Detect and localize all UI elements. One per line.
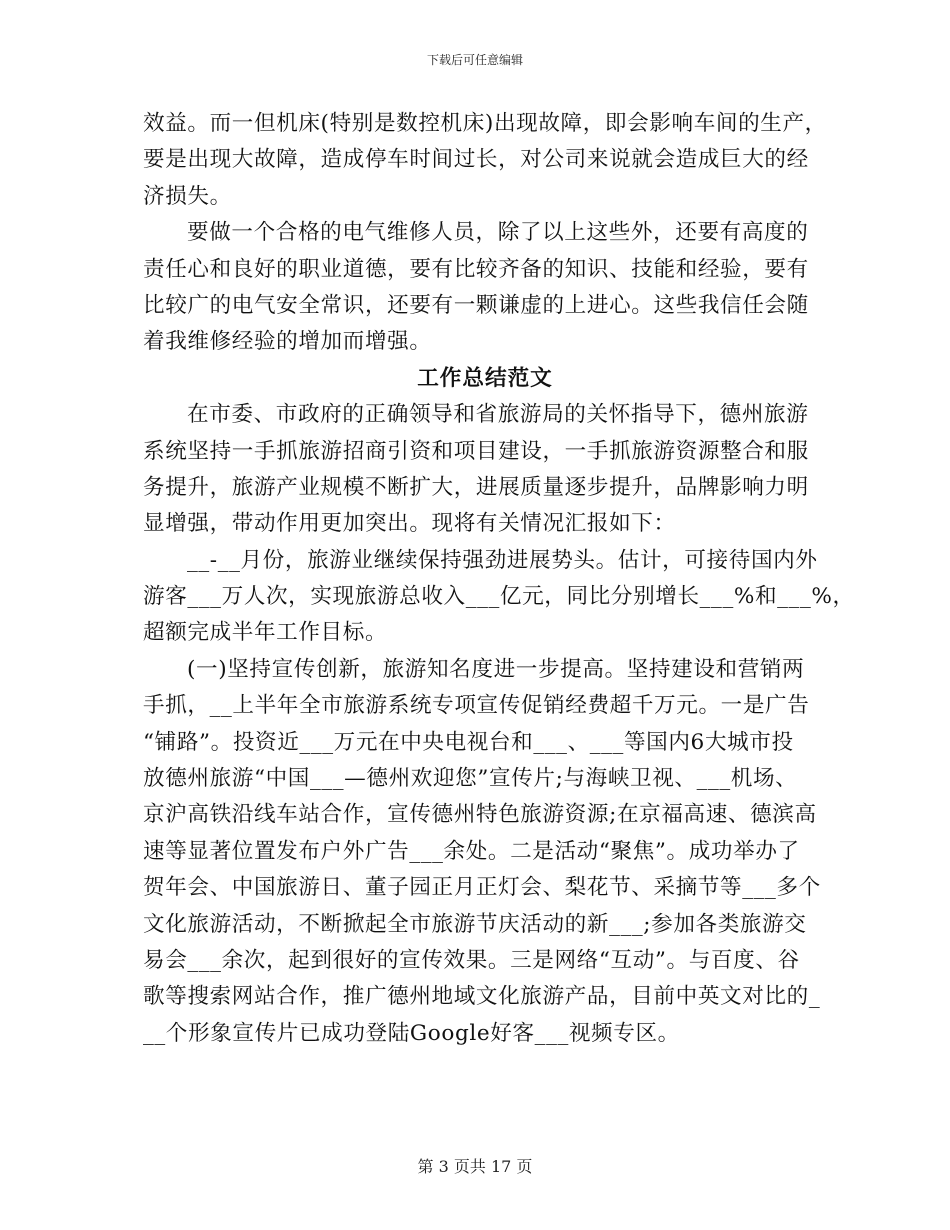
- text-line: (一)坚持宣传创新，旅游知名度进一步提高。坚持建设和营销两: [187, 656, 805, 682]
- text-line: 效益。而一但机床(特别是数控机床)出现故障，即会影响车间的生产，: [143, 111, 827, 136]
- text-line: 比较广的电气安全常识，还要有一颗谦虚的上进心。这些我信任会随: [143, 292, 809, 318]
- text-line: 要是出现大故障，造成停车时间过长，对公司来说就会造成巨大的经: [143, 147, 809, 173]
- text-line: 着我维修经验的增加而增强。: [143, 329, 432, 355]
- text-line: 要做一个合格的电气维修人员，除了以上这些外，还要有高度的: [187, 220, 809, 246]
- paragraph-5: [143, 652, 821, 1052]
- text-line: 速等显著位置发布户外广告___余处。二是活动“聚焦”。成功举办了: [143, 838, 800, 864]
- text-line: 系统坚持一手抓旅游招商引资和项目建设，一手抓旅游资源整合和服: [143, 438, 809, 464]
- text-line: __-__月份，旅游业继续保持强劲进展势头。估计，可接待国内外: [187, 547, 818, 573]
- paragraph-4: [143, 543, 855, 652]
- text-line: 游客___万人次，实现旅游总收入___亿元，同比分别增长___%和___%，: [143, 584, 855, 610]
- text-line: 文化旅游活动，不断掀起全市旅游节庆活动的新___;参加各类旅游交: [143, 911, 807, 937]
- document-body: [143, 106, 855, 1052]
- text-line: __个形象宣传片已成功登陆Google好客___视频专区。: [143, 1020, 680, 1046]
- text-line: 在市委、市政府的正确领导和省旅游局的关怀指导下，德州旅游: [187, 402, 809, 428]
- text-line: 放德州旅游“中国___—德州欢迎您”宣传片;与海峡卫视、___机场、: [143, 766, 798, 792]
- text-line: 超额完成半年工作目标。: [143, 620, 388, 646]
- text-line: “铺路”。投资近___万元在中央电视台和___、___等国内6大城市投: [143, 729, 794, 755]
- text-line: 歌等搜索网站合作，推广德州地域文化旅游产品，目前中英文对比的_: [143, 984, 821, 1010]
- text-line: 责任心和良好的职业道德，要有比较齐备的知识、技能和经验，要有: [143, 256, 809, 282]
- page-header: 下载后可任意编辑: [426, 53, 523, 67]
- text-line: 手抓，__上半年全市旅游系统专项宣传促销经费超千万元。一是广告: [143, 693, 810, 719]
- text-line: 务提升，旅游产业规模不断扩大，进展质量逐步提升，品牌影响力明: [143, 474, 809, 500]
- text-line: 显增强，带动作用更加突出。现将有关情况汇报如下：: [143, 511, 676, 537]
- paragraph-2: [143, 215, 809, 361]
- page-number: 第 3 页共 17 页: [417, 1157, 533, 1176]
- section-title: 工作总结范文: [417, 365, 553, 391]
- text-line: 济损失。: [143, 183, 232, 209]
- text-line: 京沪高铁沿线车站合作，宣传德州特色旅游资源;在京福高速、德滨高: [143, 802, 817, 828]
- paragraph-1: [143, 106, 827, 215]
- text-line: 贺年会、中国旅游日、董子园正月正灯会、梨花节、采摘节等___多个: [143, 875, 821, 901]
- paragraph-3: [143, 397, 809, 543]
- text-line: 易会___余次，起到很好的宣传效果。三是网络“互动”。与百度、谷: [143, 947, 800, 973]
